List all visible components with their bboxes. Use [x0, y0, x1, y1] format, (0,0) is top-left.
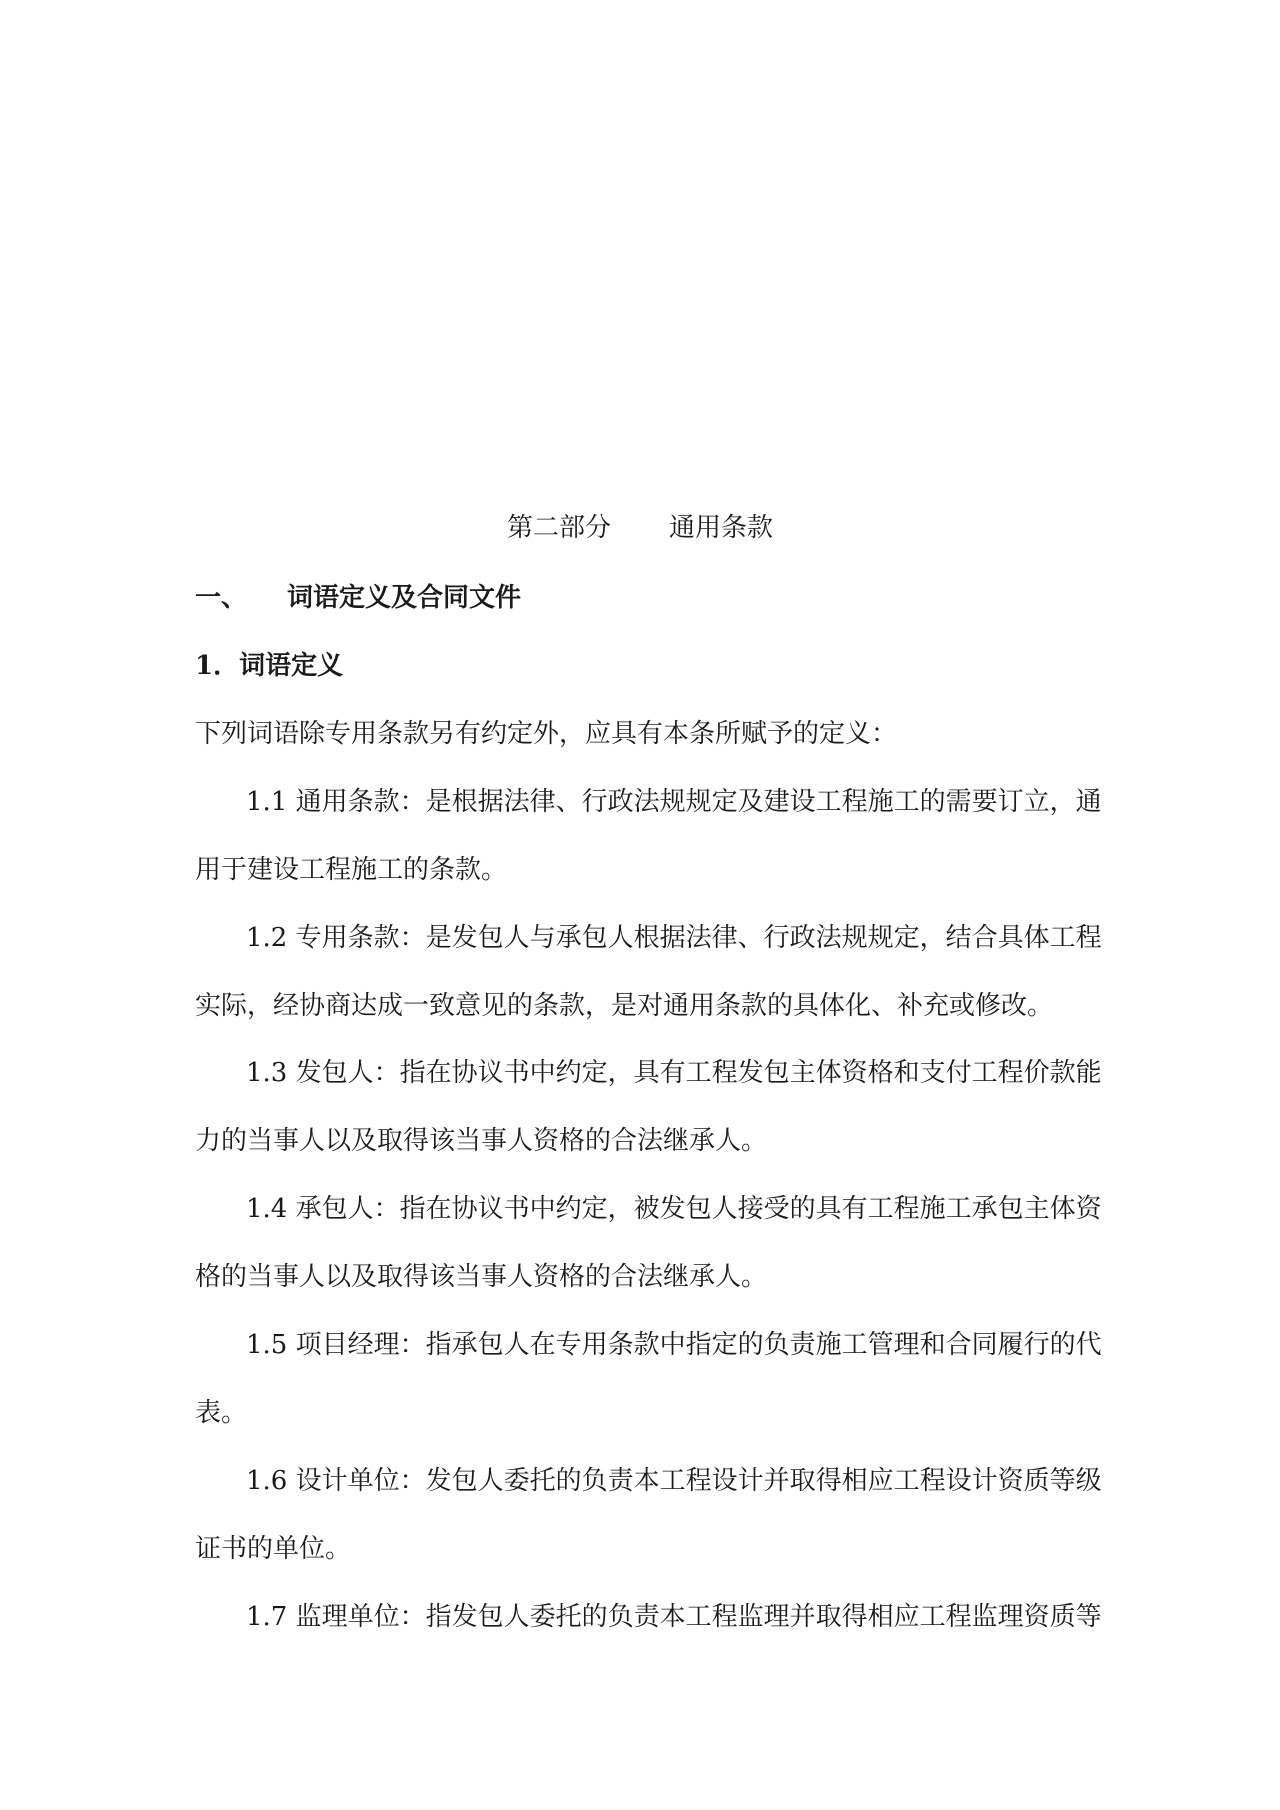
definition-1-2-line-1: 1.2 专用条款：是发包人与承包人根据法律、行政法规规定，结合具体工程 — [246, 923, 1102, 953]
intro-paragraph: 下列词语除专用条款另有约定外，应具有本条所赋予的定义： — [195, 719, 898, 749]
definition-1-6-line-2: 证书的单位。 — [195, 1534, 352, 1564]
definition-1-6-line-1: 1.6 设计单位：发包人委托的负责本工程设计并取得相应工程设计资质等级 — [246, 1466, 1102, 1496]
definition-1-4-line-1: 1.4 承包人：指在协议书中约定，被发包人接受的具有工程施工承包主体资 — [246, 1194, 1102, 1224]
definition-1-4-line-2: 格的当事人以及取得该当事人资格的合法继承人。 — [195, 1262, 768, 1292]
definition-1-3-line-2: 力的当事人以及取得该当事人资格的合法继承人。 — [195, 1126, 768, 1156]
section-number: 一、 — [195, 583, 248, 613]
part-title — [0, 510, 1280, 546]
section-heading — [195, 580, 1095, 616]
definition-1-5-line-1: 1.5 项目经理：指承包人在专用条款中指定的负责施工管理和合同履行的代 — [246, 1330, 1102, 1360]
part-label: 第二部分 — [506, 513, 611, 543]
subsection-heading: 1．词语定义 — [195, 651, 344, 681]
definition-1-7-line-1: 1.7 监理单位：指发包人委托的负责本工程监理并取得相应工程监理资质等 — [246, 1602, 1102, 1632]
definition-1-3-line-1: 1.3 发包人：指在协议书中约定，具有工程发包主体资格和支付工程价款能 — [246, 1058, 1102, 1088]
section-title: 词语定义及合同文件 — [287, 583, 522, 613]
definition-1-2-line-2: 实际，经协商达成一致意见的条款，是对通用条款的具体化、补充或修改。 — [195, 991, 1054, 1021]
part-name: 通用条款 — [669, 513, 774, 543]
definition-1-5-line-2: 表。 — [195, 1398, 248, 1428]
definition-1-1-line-2: 用于建设工程施工的条款。 — [195, 855, 508, 885]
definition-1-1-line-1: 1.1 通用条款：是根据法律、行政法规规定及建设工程施工的需要订立，通 — [246, 787, 1102, 817]
